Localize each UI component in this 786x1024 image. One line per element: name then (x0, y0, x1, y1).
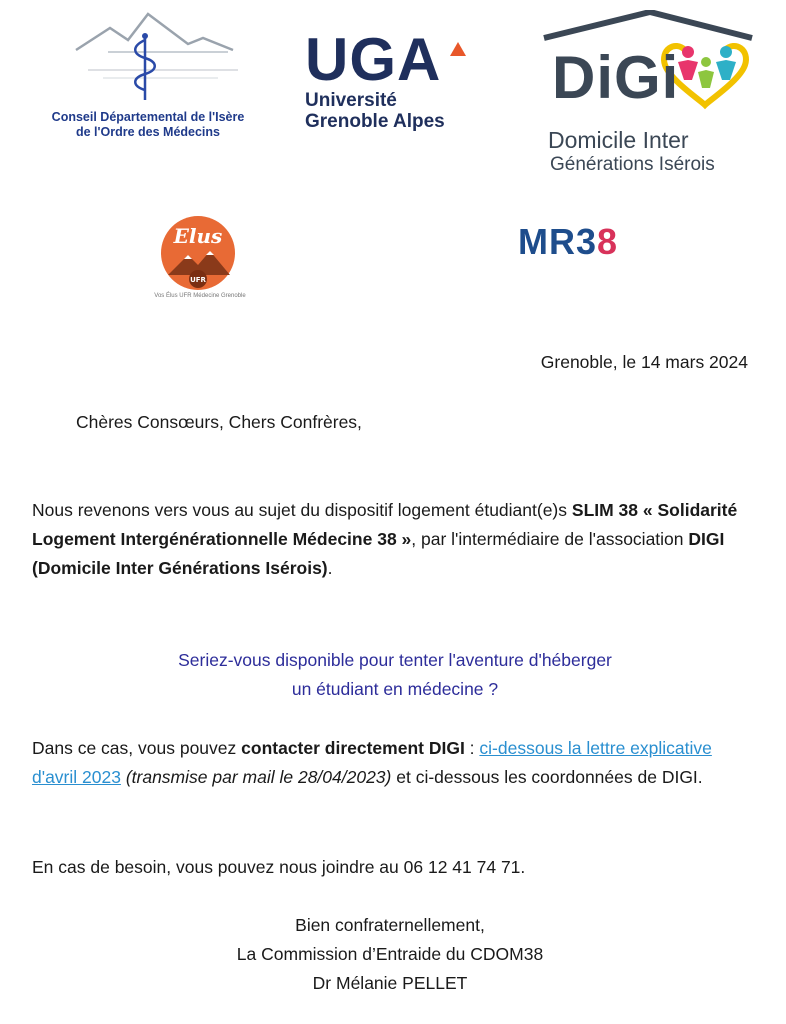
elus-logo-word: Elus (173, 224, 223, 248)
contact-transmitted-italic: (transmise par mail le 28/04/2023) (125, 767, 392, 787)
cdom-logo-line2: de l'Ordre des Médecins (76, 125, 220, 139)
letter-salutation: Chères Consœurs, Chers Confrères, (76, 412, 362, 432)
letter-explanation-link[interactable]: ci-dessous la lettre explicative d'avril 2023 (32, 738, 712, 787)
intro-text-a: Nous revenons vers vous au sujet du dispositif logement étudiant(e)s (32, 500, 572, 520)
intro-slim38-bold: SLIM 38 « Solidarité Logement Intergénérationnelle Médecine 38 » (32, 500, 738, 549)
contact-text-f: et ci-dessous les coordonnées de DIGI. (391, 767, 703, 787)
contact-text-c: : (464, 738, 480, 758)
mr38-logo (518, 222, 648, 282)
mr38-logo-eight: 8 (597, 221, 619, 262)
elus-logo (140, 215, 260, 310)
digi-logo (540, 10, 760, 180)
mountain-caduceus-icon (28, 10, 268, 105)
question-block (40, 646, 750, 704)
question-line1: Seriez-vous disponible pour tenter l'aventure d'héberger (178, 650, 612, 670)
elus-badge-icon (158, 215, 238, 293)
digi-logo-line1: Domicile Inter (548, 127, 689, 153)
closing-line3: Dr Mélanie PELLET (312, 973, 468, 993)
uga-logo (305, 26, 480, 140)
intro-text-e: . (327, 558, 333, 578)
closing-line1: Bien confraternellement, (295, 915, 485, 935)
elus-logo-caption: Vos Élus UFR Médecine Grenoble (154, 293, 246, 299)
mr38-logo-text: MR3 (518, 221, 598, 262)
elus-logo-badge: UFR (190, 276, 206, 284)
cdom-logo-line1: Conseil Départemental de l'Isère (51, 110, 245, 124)
paragraph-intro (32, 496, 757, 583)
paragraph-contact (32, 734, 757, 792)
uga-logo-word: UGA (305, 26, 442, 93)
cdom-logo (28, 10, 268, 140)
closing-line2: La Commission d’Entraide du CDOM38 (236, 944, 544, 964)
digi-logo-line2: Générations Isérois (550, 154, 715, 175)
digi-logo-word: DiGi (552, 44, 680, 111)
paragraph-phone: En cas de besoin, vous pouvez nous joindre au 06 12 41 74 71. (32, 857, 526, 877)
intro-digi-bold: DIGI (Domicile Inter Générations Isérois) (32, 529, 725, 578)
mr38-logo-word (518, 222, 648, 262)
intro-text-c: , par l'intermédiaire de l'association (411, 529, 689, 549)
uga-logo-line1: Université (305, 90, 397, 111)
uga-logo-line2: Grenoble Alpes (305, 111, 445, 132)
triangle-icon (450, 42, 466, 56)
question-line2: un étudiant en médecine ? (291, 679, 499, 699)
signature-block (140, 911, 640, 998)
letter-date: Grenoble, le 14 mars 2024 (540, 352, 748, 372)
contact-digi-bold: contacter directement DIGI (241, 738, 465, 758)
contact-text-a: Dans ce cas, vous pouvez (32, 738, 242, 758)
